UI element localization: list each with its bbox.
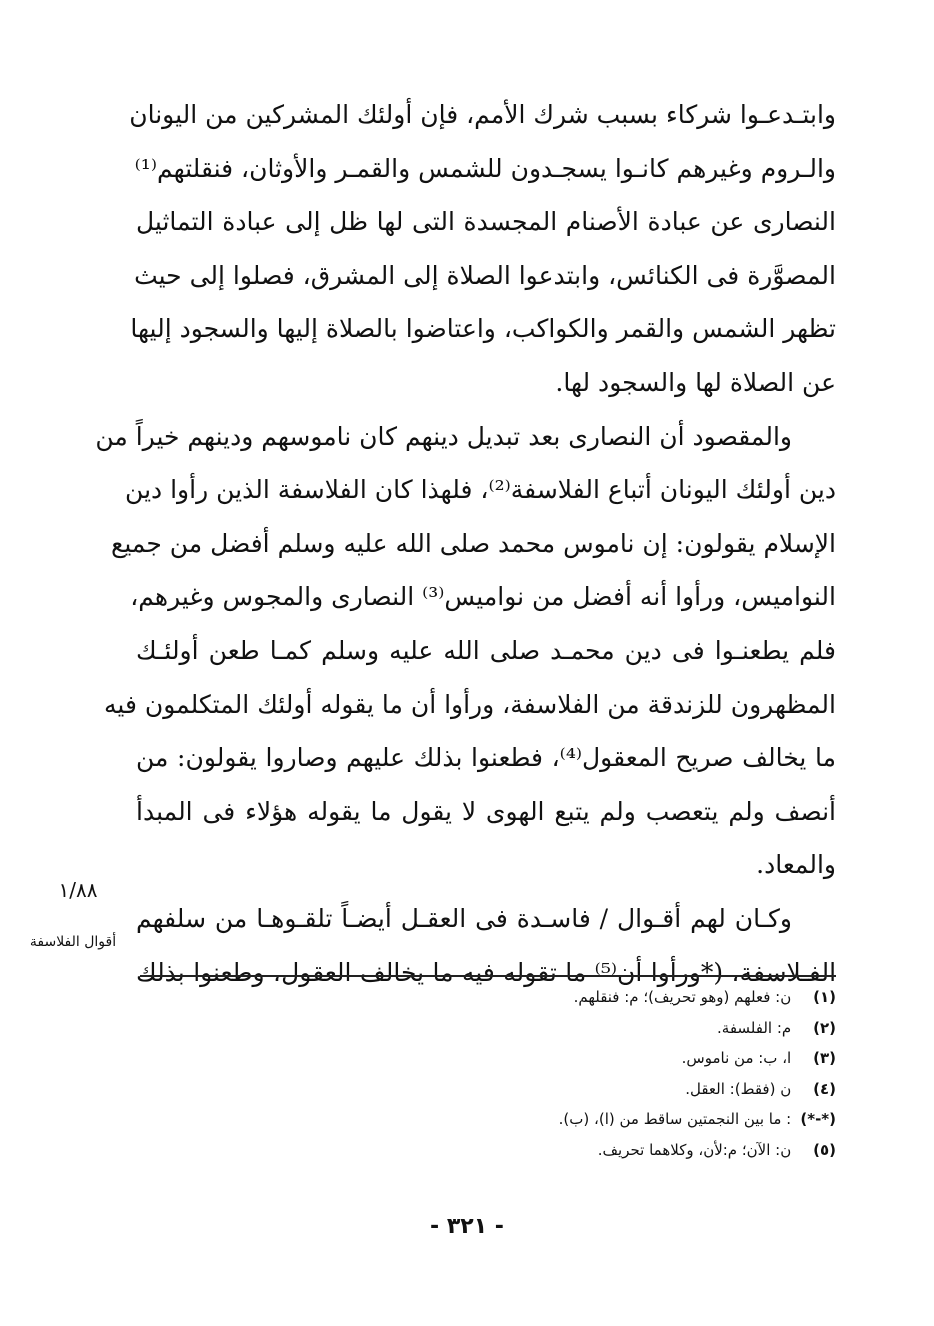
text-line: المظهرون للزندقة من الفلاسفة، ورأوا أن ما يقوله أولئك المتكلمون فيه <box>104 689 836 719</box>
footnote-number: (*-*) <box>800 1110 836 1128</box>
text-line: الإسلام يقولون: إن ناموس محمد صلى الله عليه وسلم أفضل من جميع <box>111 528 836 558</box>
footnote-text: م: الفلسفة. <box>717 1018 792 1037</box>
footnote-item <box>136 1013 836 1044</box>
footnote-number: (٥) <box>813 1140 836 1159</box>
margin-topic-label: أقوال الفلاسفة <box>29 934 117 950</box>
text-line: دين أولئك اليونان أتباع الفلاسفة⁽²⁾، فلهذا كان الفلاسفة الذين رأوا دين <box>125 475 836 505</box>
text-line: النصارى عن عبادة الأصنام المجسدة التى لها ظل إلى عبادة التماثيل <box>136 207 836 237</box>
text-line: والمعاد. <box>756 850 836 880</box>
text-line: النواميس، ورأوا أنه أفضل من نواميس⁽³⁾ النصارى والمجوس وغيرهم، <box>130 582 836 612</box>
page-number: - ٣٢١ - <box>430 1214 504 1239</box>
text-line: فلم يطعنـوا فى دين محمـد صلى الله عليه وسلم كمـا طعن أولئـك <box>136 635 836 665</box>
text-line: الفـلاسفة، (*ورأوا أن⁽⁵⁾ ما تقوله فيه ما يخالف العقول، وطعنوا بذلك <box>136 957 837 987</box>
text-line: وكـان لهم أقـوال / فاسـدة فى العقـل أيضـاً تلقـوهـا من سلفهم <box>136 903 792 933</box>
footnote-item <box>136 1074 836 1105</box>
footnote-text: ن: الآن؛ م:لأن، وكلاهما تحريف. <box>597 1140 792 1159</box>
footnote-item <box>136 982 836 1013</box>
text-line: ما يخالف صريح المعقول⁽⁴⁾، فطعنوا بذلك عليهم وصاروا يقولون: من <box>136 743 836 773</box>
text-line: والمقصود أن النصارى بعد تبديل دينهم كان ناموسهم ودينهم خيراً من <box>95 421 792 451</box>
footnote-item <box>136 1135 836 1166</box>
footnote-text: ن (فقط): العقل. <box>685 1079 792 1098</box>
footnote-number: (٣) <box>813 1049 836 1067</box>
footnote-text: ن: فعلهم (وهو تحريف)؛ م: فنقلهم. <box>573 988 792 1006</box>
main-text <box>95 88 837 999</box>
footnote-text: : ما بين النجمتين ساقط من (ا)، (ب). <box>558 1110 792 1128</box>
footnote-item <box>136 1043 836 1074</box>
footnote-item <box>136 1104 836 1135</box>
text-line: عن الصلاة لها والسجود لها. <box>555 367 836 397</box>
text-line: المصوَّرة فى الكنائس، وابتدعوا الصلاة إلى المشرق، فصلوا إلى حيث <box>134 260 836 290</box>
footnote-number: (٢) <box>813 1018 836 1037</box>
footnotes <box>136 982 836 1165</box>
text-line: تظهر الشمس والقمر والكواكب، واعتاضوا بالصلاة إليها والسجود إليها <box>130 314 836 344</box>
footnote-number: (١) <box>813 988 836 1006</box>
text-line: والـروم وغيرهم كانـوا يسجـدون للشمس والقمـر والأوثان، فنقلتهم⁽¹⁾ <box>134 153 836 183</box>
footnote-number: (٤) <box>813 1079 836 1098</box>
text-line: وابتـدعـوا شركاء بسبب شرك الأمم، فإن أولئك المشركين من اليونان <box>129 100 836 129</box>
footnote-text: ا، ب: من ناموس. <box>681 1049 792 1067</box>
footnote-divider <box>140 975 836 977</box>
margin-page-reference: ١/٨٨ <box>58 878 98 902</box>
text-line: أنصف ولم يتعصب ولم يتبع الهوى لا يقول ما يقوله هؤلاء فى المبدأ <box>136 796 836 826</box>
